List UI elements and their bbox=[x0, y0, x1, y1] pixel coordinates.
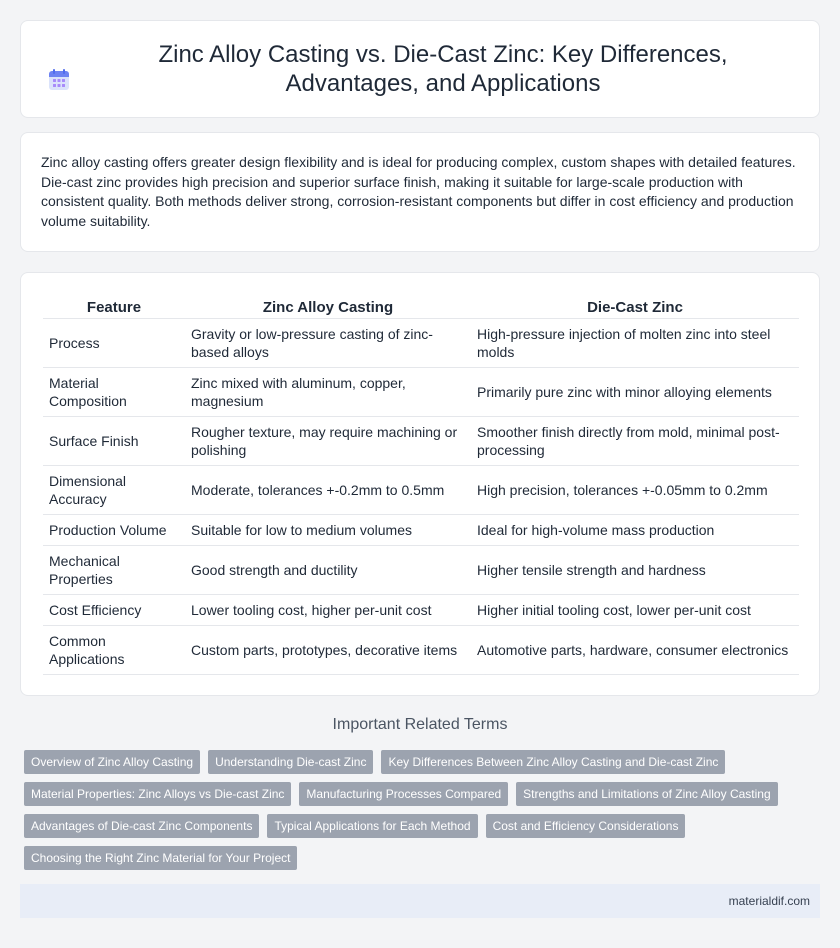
table-row bbox=[43, 466, 799, 515]
die-cast-cell: High precision, tolerances +-0.05mm to 0.2mm bbox=[471, 466, 799, 515]
zinc-alloy-cell: Rougher texture, may require machining or polishing bbox=[185, 417, 471, 466]
header-die-cast-zinc: Die-Cast Zinc bbox=[471, 295, 799, 319]
intro-text: Zinc alloy casting offers greater design flexibility and is ideal for producing complex, custom shapes with detailed features. Die-cast zinc provides high precision and superior surface finish, making it suitable for large-scale production with consistent quality. Both methods deliver strong, corrosion-resistant components but differ in cost efficiency and production volume suitability. bbox=[41, 154, 796, 229]
intro-card bbox=[20, 132, 820, 252]
zinc-alloy-cell: Suitable for low to medium volumes bbox=[185, 515, 471, 546]
feature-cell: Common Applications bbox=[43, 626, 185, 675]
related-term-tag[interactable]: Cost and Efficiency Considerations bbox=[486, 814, 686, 838]
feature-cell: Cost Efficiency bbox=[43, 595, 185, 626]
table-row bbox=[43, 417, 799, 466]
table-row bbox=[43, 595, 799, 626]
title-card bbox=[20, 20, 820, 118]
footer-site-link[interactable]: materialdif.com bbox=[728, 894, 810, 908]
calendar-icon bbox=[47, 68, 71, 92]
zinc-alloy-cell: Custom parts, prototypes, decorative items bbox=[185, 626, 471, 675]
feature-cell: Production Volume bbox=[43, 515, 185, 546]
feature-cell: Process bbox=[43, 319, 185, 368]
feature-cell: Mechanical Properties bbox=[43, 546, 185, 595]
table-row bbox=[43, 515, 799, 546]
die-cast-cell: Higher initial tooling cost, lower per-unit cost bbox=[471, 595, 799, 626]
zinc-alloy-cell: Lower tooling cost, higher per-unit cost bbox=[185, 595, 471, 626]
related-term-tag[interactable]: Strengths and Limitations of Zinc Alloy Casting bbox=[516, 782, 777, 806]
die-cast-cell: Automotive parts, hardware, consumer electronics bbox=[471, 626, 799, 675]
related-term-tag[interactable]: Material Properties: Zinc Alloys vs Die-cast Zinc bbox=[24, 782, 291, 806]
header-zinc-alloy-casting: Zinc Alloy Casting bbox=[185, 295, 471, 319]
zinc-alloy-cell: Moderate, tolerances +-0.2mm to 0.5mm bbox=[185, 466, 471, 515]
page-title: Zinc Alloy Casting vs. Die-Cast Zinc: Key Differences, Advantages, and Applications bbox=[158, 41, 728, 97]
related-term-tag[interactable]: Typical Applications for Each Method bbox=[267, 814, 477, 838]
feature-cell: Material Composition bbox=[43, 368, 185, 417]
title-wrap bbox=[47, 40, 793, 98]
comparison-table bbox=[43, 295, 799, 675]
related-terms-list bbox=[24, 750, 816, 870]
related-term-tag[interactable]: Manufacturing Processes Compared bbox=[299, 782, 508, 806]
die-cast-cell: Primarily pure zinc with minor alloying elements bbox=[471, 368, 799, 417]
table-row bbox=[43, 368, 799, 417]
related-term-tag[interactable]: Overview of Zinc Alloy Casting bbox=[24, 750, 200, 774]
feature-cell: Dimensional Accuracy bbox=[43, 466, 185, 515]
die-cast-cell: Ideal for high-volume mass production bbox=[471, 515, 799, 546]
die-cast-cell: Higher tensile strength and hardness bbox=[471, 546, 799, 595]
die-cast-cell: High-pressure injection of molten zinc into steel molds bbox=[471, 319, 799, 368]
header-feature: Feature bbox=[43, 295, 185, 319]
table-header-row bbox=[43, 295, 799, 319]
zinc-alloy-cell: Good strength and ductility bbox=[185, 546, 471, 595]
zinc-alloy-cell: Zinc mixed with aluminum, copper, magnesium bbox=[185, 368, 471, 417]
zinc-alloy-cell: Gravity or low-pressure casting of zinc-based alloys bbox=[185, 319, 471, 368]
table-row bbox=[43, 319, 799, 368]
related-term-tag[interactable]: Choosing the Right Zinc Material for Your Project bbox=[24, 846, 297, 870]
related-term-tag[interactable]: Advantages of Die-cast Zinc Components bbox=[24, 814, 259, 838]
table-row bbox=[43, 626, 799, 675]
footer bbox=[20, 884, 820, 918]
related-terms-title: Important Related Terms bbox=[332, 716, 508, 733]
related-term-tag[interactable]: Understanding Die-cast Zinc bbox=[208, 750, 373, 774]
die-cast-cell: Smoother finish directly from mold, minimal post-processing bbox=[471, 417, 799, 466]
comparison-table-card bbox=[20, 272, 820, 696]
related-term-tag[interactable]: Key Differences Between Zinc Alloy Casting and Die-cast Zinc bbox=[381, 750, 725, 774]
table-row bbox=[43, 546, 799, 595]
feature-cell: Surface Finish bbox=[43, 417, 185, 466]
